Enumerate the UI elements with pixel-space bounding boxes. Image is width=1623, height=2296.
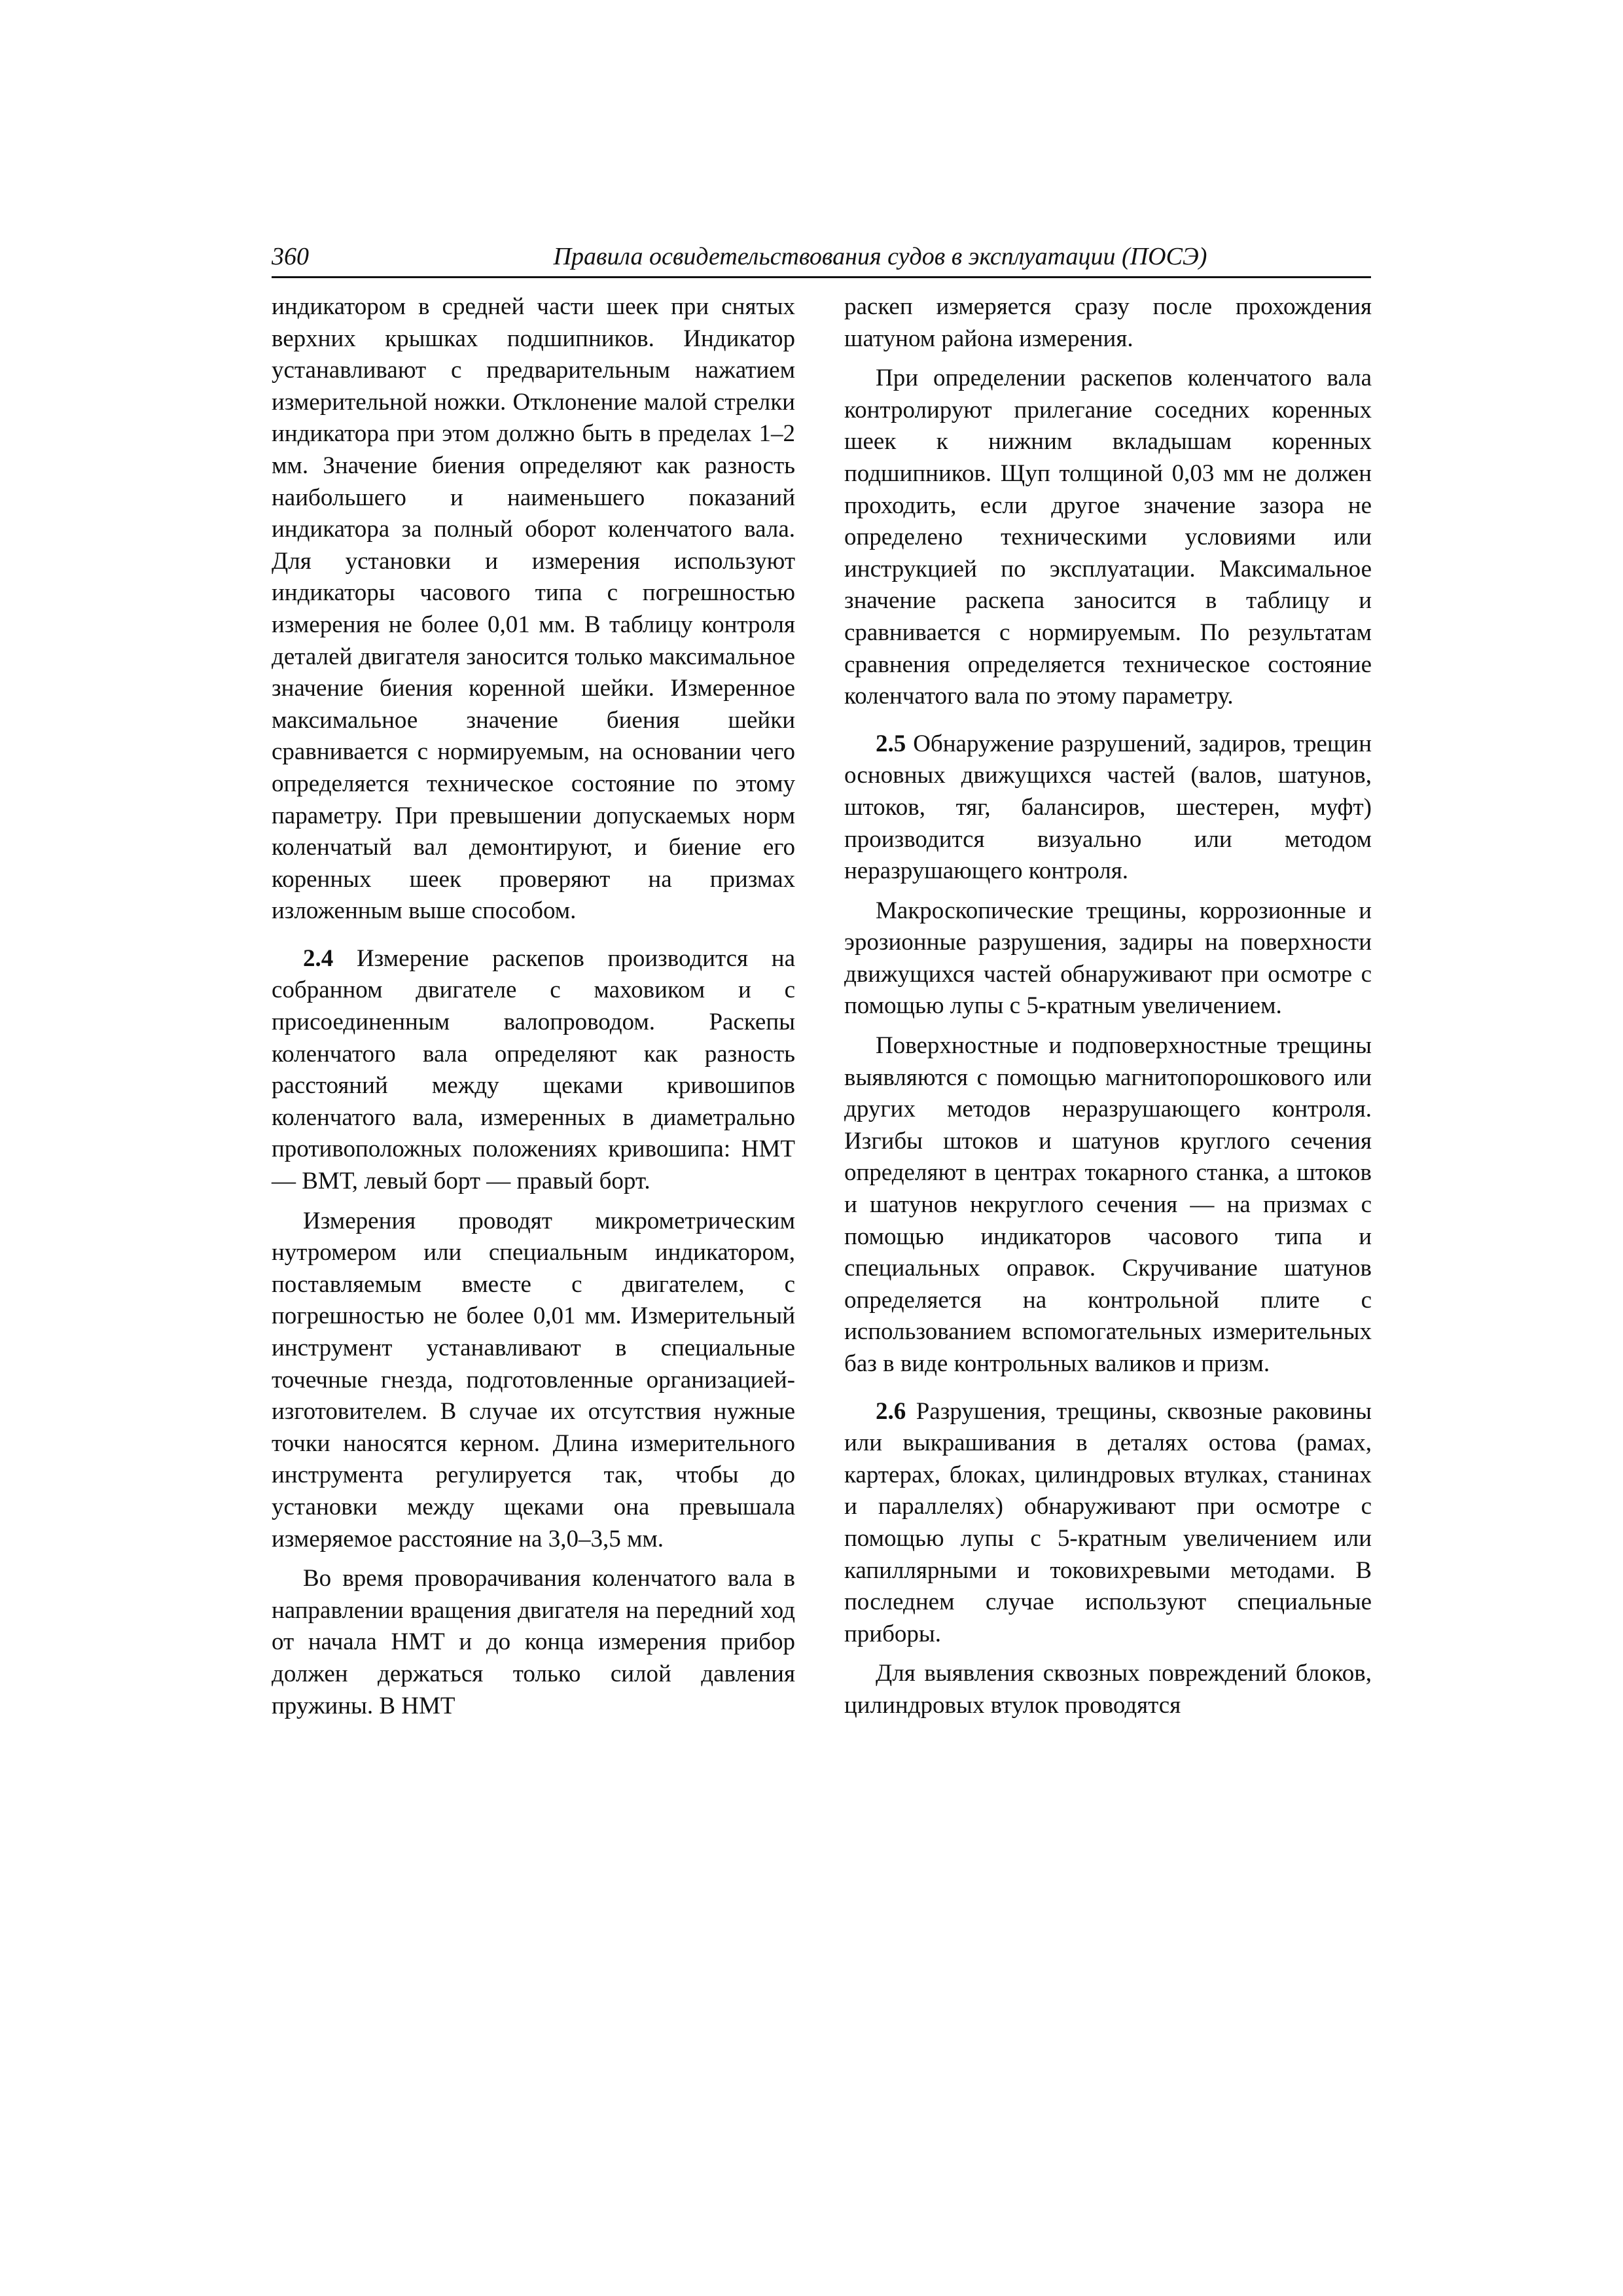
paragraph: раскеп измеряется сразу после прохождения шатуном района измерения. bbox=[844, 293, 1372, 352]
section-number: 2.6 bbox=[876, 1397, 906, 1425]
paragraph: Для выявления сквозных повреждений блоков, цилиндровых втулок проводятся bbox=[844, 1660, 1372, 1719]
paragraph: Измерения проводят микрометрическим нутромером или специальным индикатором, поставляемым вместе с двигателем, с погрешностью не более 0,01 мм. Измерительный инструмент устанавливают в специальные точечные гнезда, подготовленные организацией-изготовителем. В случае их отсутствия нужные точки наносятся керном. Длина измерительного инструмента регулируется так, чтобы до установки между щеками она превышала измеряемое расстояние на 3,0–3,5 мм. bbox=[272, 1207, 795, 1552]
section-text: Измерение раскепов производится на собранном двигателе с маховиком и с присоединенным валопроводом. Раскепы коленчатого вала определяют как разность расстояний между щеками кривошипов коленчатого вала, измеренных в диаметрально противоположных положениях кривошипа: НМТ — ВМТ, левый борт — правый борт. bbox=[272, 944, 795, 1195]
section-number: 2.5 bbox=[876, 730, 906, 757]
paragraph: Во время проворачивания коленчатого вала в направлении вращения двигателя на передний ход от начала НМТ и до конца измерения прибор должен держаться только силой давления пружины. В НМТ bbox=[272, 1565, 795, 1719]
section-2-6-paragraph bbox=[844, 1396, 1372, 1651]
page-number: 360 bbox=[272, 243, 309, 270]
running-header bbox=[272, 240, 1371, 278]
section-2-5-paragraph bbox=[844, 728, 1372, 888]
paragraph: Макроскопические трещины, коррозионные и эрозионные разрушения, задиры на поверхности движущихся частей обнаруживают при осмотре с помощью лупы с 5-кратным увеличением. bbox=[844, 897, 1372, 1020]
left-column bbox=[272, 291, 795, 1730]
paragraph: При определении раскепов коленчатого вала контролируют прилегание соседних коренных шеек к нижним вкладышам коренных подшипников. Щуп толщиной 0,03 мм не должен проходить, если другое значение зазора не определено техническими условиями или инструкцией по эксплуатации. Максимальное значение раскепа заносится в таблицу и сравнивается с нормируемым. По результатам сравнения определяется техническое состояние коленчатого вала по этому параметру. bbox=[844, 365, 1372, 710]
section-2-4-paragraph bbox=[272, 943, 795, 1198]
paragraph: индикатором в средней части шеек при снятых верхних крышках подшипников. Индикатор устанавливают с предварительным нажатием измерительной ножки. Отклонение малой стрелки индикатора при этом должно быть в пределах 1–2 мм. Значение биения определяют как разность наибольшего и наименьшего показаний индикатора за полный оборот коленчатого вала. Для установки и измерения используют индикаторы часового типа с погрешностью измерения не более 0,01 мм. В таблицу контроля деталей двигателя заносится только максимальное значение биения коренной шейки. Измеренное максимальное значение биения шейки сравнивается с нормируемым, на основании чего определяется техническое состояние по этому параметру. При превышении допускаемых норм коленчатый вал демонтируют, и биение его коренных шеек проверяют на призмах изложенным выше способом. bbox=[272, 293, 795, 925]
section-text: Разрушения, трещины, сквозные раковины или выкрашивания в деталях остова (рамах, картерах, блоках, цилиндровых втулках, станинах и параллелях) обнаруживают при осмотре с помощью лупы с 5-кратным увеличением или капиллярными и токовихревыми методами. В последнем случае используют специальные приборы. bbox=[844, 1397, 1372, 1647]
section-number: 2.4 bbox=[303, 944, 334, 972]
section-text: Обнаружение разрушений, задиров, трещин основных движущихся частей (валов, шатунов, штоков, тяг, балансиров, шестерен, муфт) производится визуально или методом неразрушающего контроля. bbox=[844, 730, 1372, 885]
paragraph: Поверхностные и подповерхностные трещины выявляются с помощью магнитопорошкового или других методов неразрушающего контроля. Изгибы штоков и шатунов круглого сечения определяют в центрах токарного станка, а штоков и шатунов некруглого сечения — на призмах с помощью индикаторов часового типа и специальных оправок. Скручивание шатунов определяется на контрольной плите с использованием вспомогательных измерительных баз в виде контрольных валиков и призм. bbox=[844, 1032, 1372, 1377]
right-column bbox=[844, 291, 1372, 1730]
running-title: Правила освидетельствования судов в эксплуатации (ПОСЭ) bbox=[553, 243, 1207, 270]
